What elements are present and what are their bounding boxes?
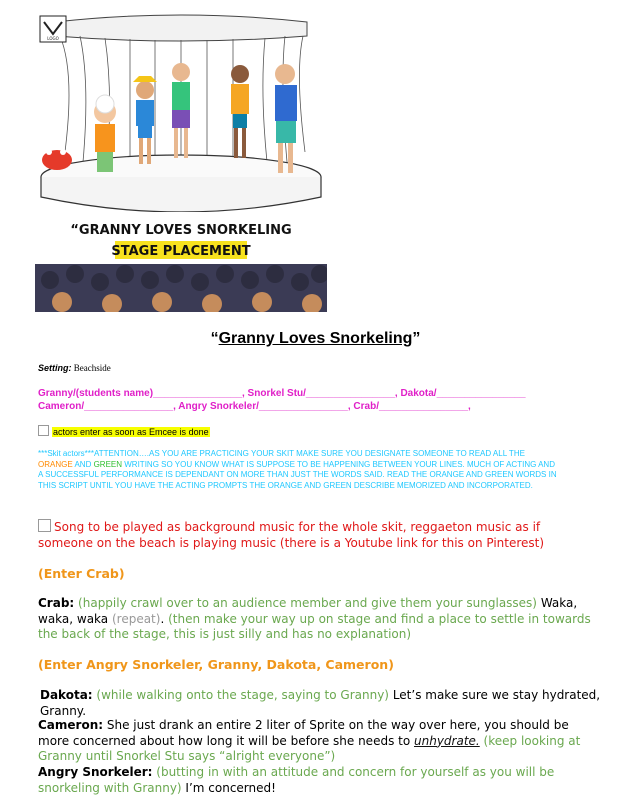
section-enter-crab: (Enter Crab) [38, 566, 125, 581]
page-title: “Granny Loves Snorkeling” [210, 330, 421, 347]
angry-snorkeler-dialogue: Angry Snorkeler: (butting in with an attitude and concern for yourself as you will be snorkeling with Granny) I’m concerned! [38, 765, 555, 795]
setting-label: Setting: [38, 363, 72, 373]
song-instruction [38, 519, 578, 551]
setting-line [38, 363, 111, 373]
crab-dialogue: Crab: (happily crawl over to an audience member and give them your sunglasses) Waka, waka, waka (repeat). (then make your way up on stage and find a place to settle in towards the back of the stage, this is just silly and has no explanation) [38, 596, 591, 641]
cast-list: Granny/(students name)________________, Snorkel Stu/________________, Dakota/________________ Cameron/________________, Angry Snorkeler/________________, Crab/________________, [38, 388, 526, 412]
svg-text:LOGO: LOGO [47, 36, 59, 41]
stage-illustration-svg [35, 12, 327, 312]
orange-word: ORANGE [38, 459, 73, 469]
actor-note: ***Skit actors***ATTENTION….AS YOU ARE PRACTICING YOUR SKIT MAKE SURE YOU DESIGNATE SOMEONE TO READ ALL THE ORANGE AND GREEN WRITING SO YOU KNOW WHAT IS SUPPOSE TO BE HAPPENING BETWEEN YOUR LINES. MUCH OF ACTING AND A SUCCESSFUL PERFORMANCE IS DEPENDANT ON MORE THAN JUST THE WORDS SAID. READ THE ORANGE AND GREEN WORDS IN THIS SCRIPT UNTIL YOU HAVE THE ACTING PROMPTS THE ORANGE AND GREEN DESCRIBE MEMORIZED AND INCORPORATED. [38, 449, 557, 490]
song-checkbox[interactable] [38, 519, 51, 532]
granny-figure [94, 95, 116, 172]
enter-checkbox[interactable] [38, 425, 49, 436]
enter-instruction [38, 425, 210, 437]
enter-instruction-text: actors enter as soon as Emcee is done [53, 427, 209, 437]
svg-text:STAGE PLACEMENT: STAGE PLACEMENT [111, 244, 251, 259]
cameron-dialogue: Cameron: She just drank an entire 2 liter of Sprite on the way over here, you should be more concerned about how long it will be before she needs to unhydrate. (keep looking at Granny until Snorkel Stu says “alright everyone”) [38, 718, 581, 763]
stage-placement-illustration [35, 12, 327, 312]
section-enter-group: (Enter Angry Snorkeler, Granny, Dakota, Cameron) [38, 657, 394, 672]
song-instruction-text: Song to be played as background music for the whole skit, reggaeton music as if someone on the beach is playing music (there is a Youtube link for this on Pinterest) [38, 520, 545, 550]
setting-value: Beachside [73, 363, 111, 373]
svg-text:“GRANNY LOVES SNORKELING: “GRANNY LOVES SNORKELING [70, 223, 292, 238]
dakota-dialogue: Dakota: (while walking onto the stage, saying to Granny) Let’s make sure we stay hydrated, Granny. [40, 688, 601, 718]
green-word: GREEN [93, 459, 123, 469]
